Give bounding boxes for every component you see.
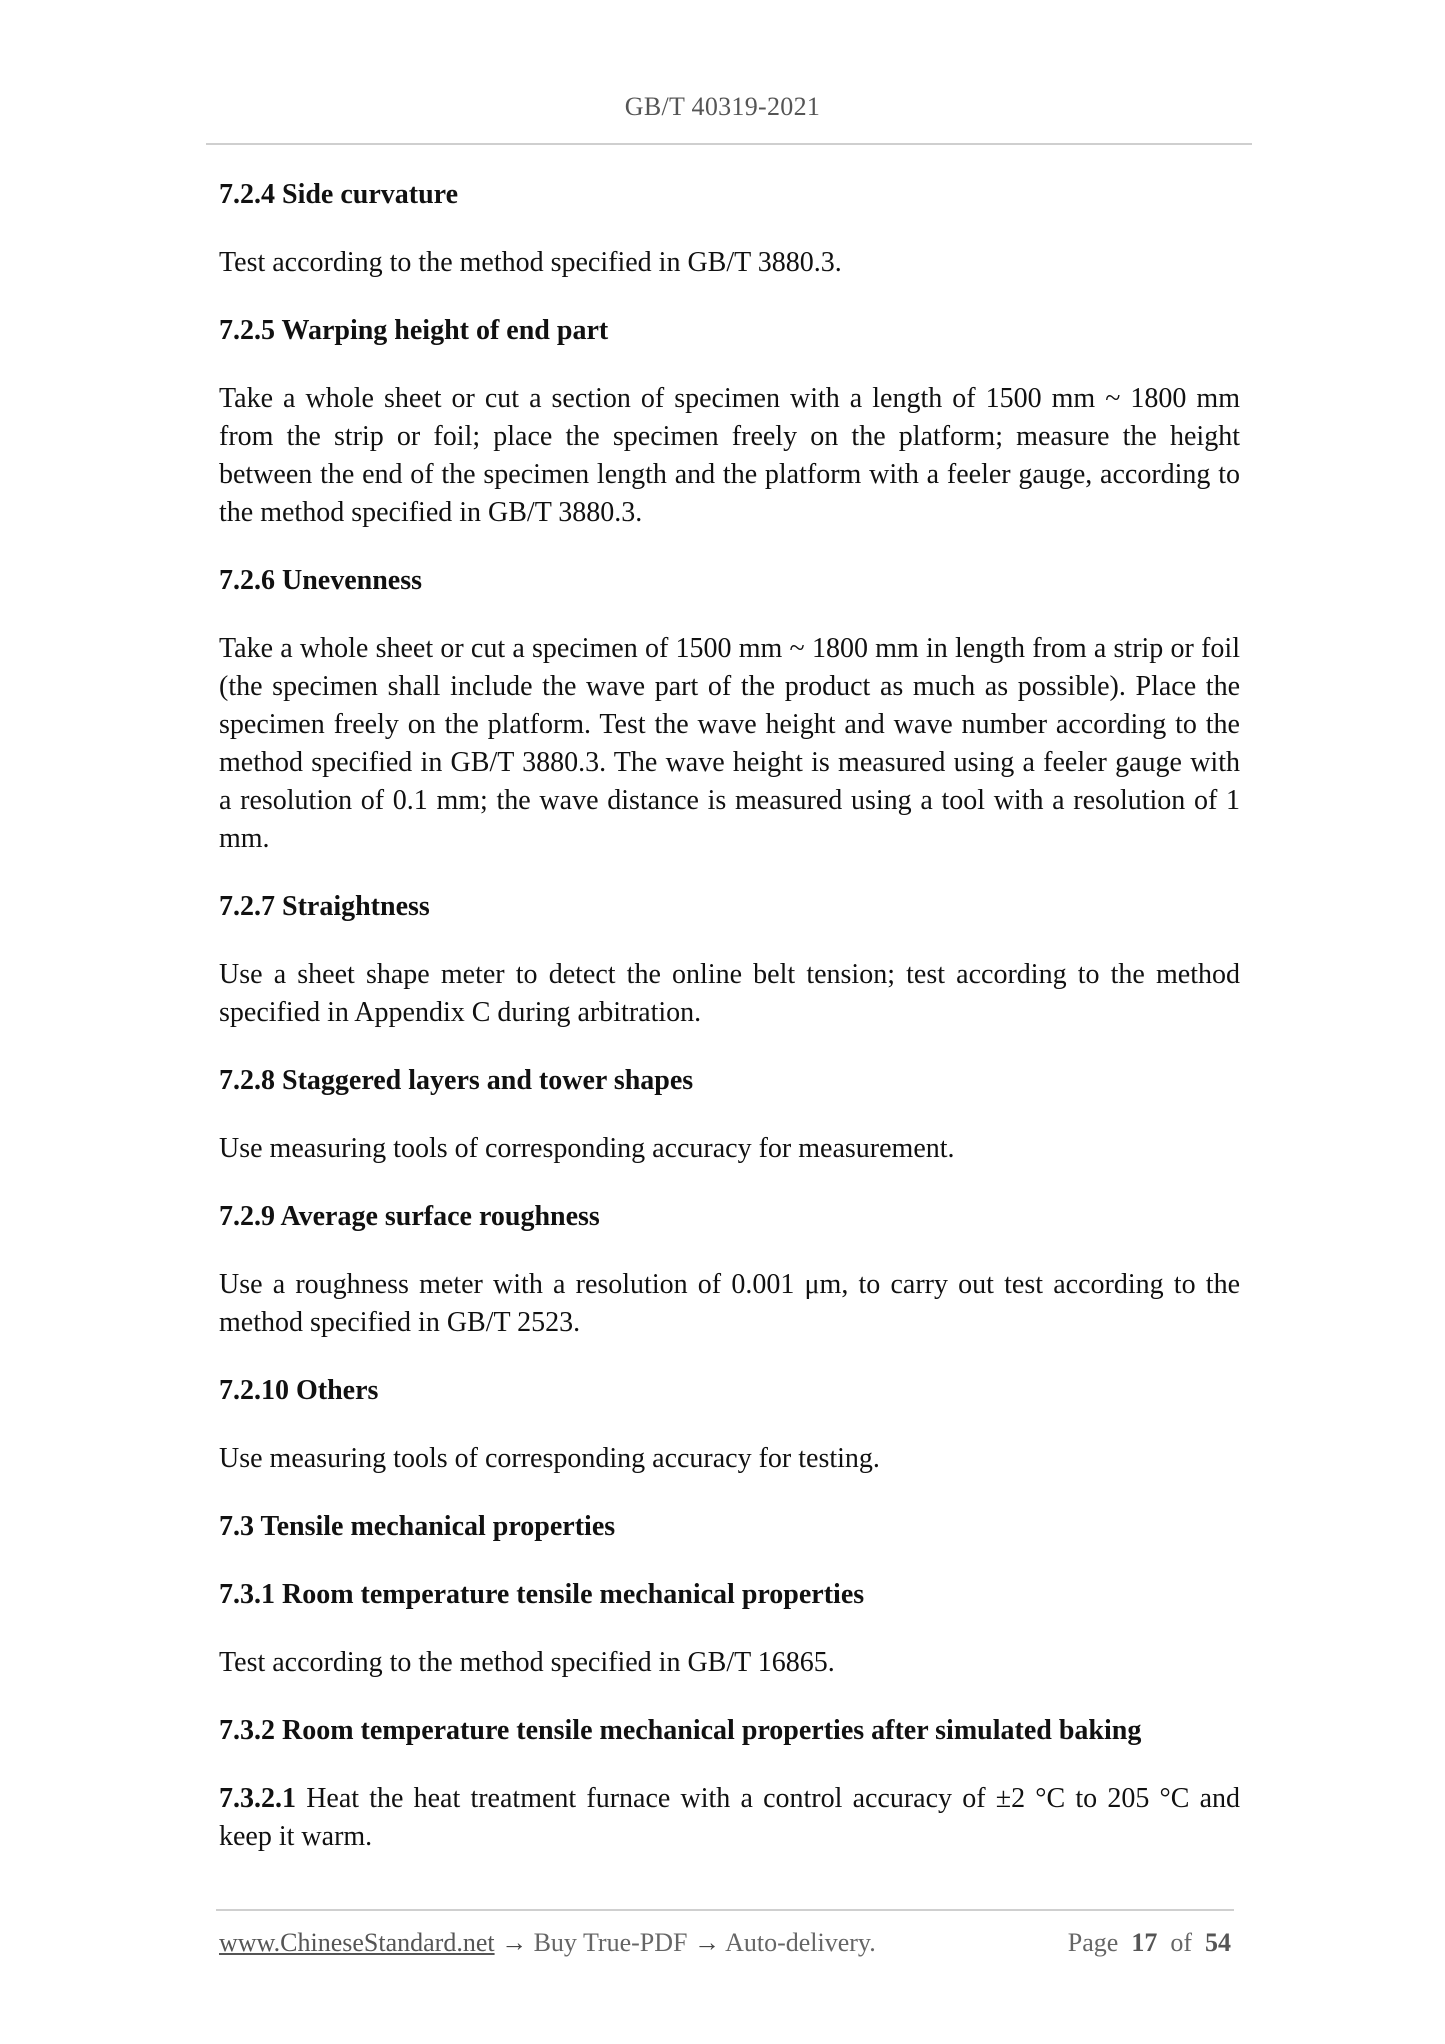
arrow-right-icon: → [694, 1928, 720, 1957]
section-heading: 7.2.7 Straightness [219, 891, 430, 922]
clause-text: Heat the heat treatment furnace with a control accuracy of ±2 °C to 205 °C and keep it warm. [219, 1783, 1240, 1852]
section-heading: 7.2.5 Warping height of end part [219, 315, 609, 346]
section-heading: 7.2.6 Unevenness [219, 565, 423, 596]
section-heading: 7.3.1 Room temperature tensile mechanical properties [219, 1579, 865, 1610]
header-divider [206, 143, 1252, 145]
page-label: Page [1067, 1928, 1119, 1957]
section-heading: 7.2.10 Others [219, 1375, 379, 1406]
clause-number: 7.3.2.1 [219, 1783, 296, 1814]
document-id-header: GB/T 40319-2021 [624, 92, 821, 121]
clause-paragraph [219, 1780, 1240, 1856]
arrow-right-icon: → [501, 1928, 528, 1957]
section-paragraph: Use measuring tools of corresponding accuracy for measurement. [219, 1133, 955, 1164]
footer-divider [216, 1909, 1234, 1911]
section-heading: 7.3 Tensile mechanical properties [219, 1511, 616, 1542]
current-page: 17 [1131, 1928, 1158, 1957]
of-label: of [1170, 1928, 1192, 1957]
section-paragraph: Use measuring tools of corresponding accuracy for testing. [219, 1443, 880, 1474]
section-paragraph: Test according to the method specified in GB/T 16865. [219, 1647, 835, 1678]
page-number [1068, 1928, 1231, 1958]
delivery-text: Auto-delivery. [720, 1928, 876, 1957]
buy-text: Buy True-PDF [527, 1928, 694, 1957]
section-paragraph: Use a roughness meter with a resolution of 0.001 μm, to carry out test according to the method specified in GB/T 2523. [219, 1269, 1240, 1338]
section-heading: 7.3.2 Room temperature tensile mechanical properties after simulated baking [219, 1715, 1142, 1746]
section-paragraph: Take a whole sheet or cut a specimen of 1500 mm ~ 1800 mm in length from a strip or foil (the specimen shall include the wave part of the product as much as possible). Place the specimen freely on the platform. Test the wave height and wave number according to the method specified in GB/T 3880.3. The wave height is measured using a feeler gauge with a resolution of 0.1 mm; the wave distance is measured using a tool with a resolution of 1 mm. [219, 633, 1240, 854]
section-paragraph: Take a whole sheet or cut a section of specimen with a length of 1500 mm ~ 1800 mm from the strip or foil; place the specimen freely on the platform; measure the height between the end of the specimen length and the platform with a feeler gauge, according to the method specified in GB/T 3880.3. [219, 383, 1240, 528]
page-content [219, 176, 1240, 1886]
section-heading: 7.2.4 Side curvature [219, 179, 459, 210]
page-footer [219, 1928, 1231, 1958]
section-heading: 7.2.9 Average surface roughness [219, 1201, 600, 1232]
footer-promo [219, 1928, 876, 1958]
section-paragraph: Use a sheet shape meter to detect the online belt tension; test according to the method specified in Appendix C during arbitration. [219, 959, 1240, 1028]
total-pages: 54 [1205, 1928, 1231, 1957]
section-paragraph: Test according to the method specified in GB/T 3880.3. [219, 247, 842, 278]
section-heading: 7.2.8 Staggered layers and tower shapes [219, 1065, 694, 1096]
site-link[interactable]: www.ChineseStandard.net [219, 1928, 495, 1957]
